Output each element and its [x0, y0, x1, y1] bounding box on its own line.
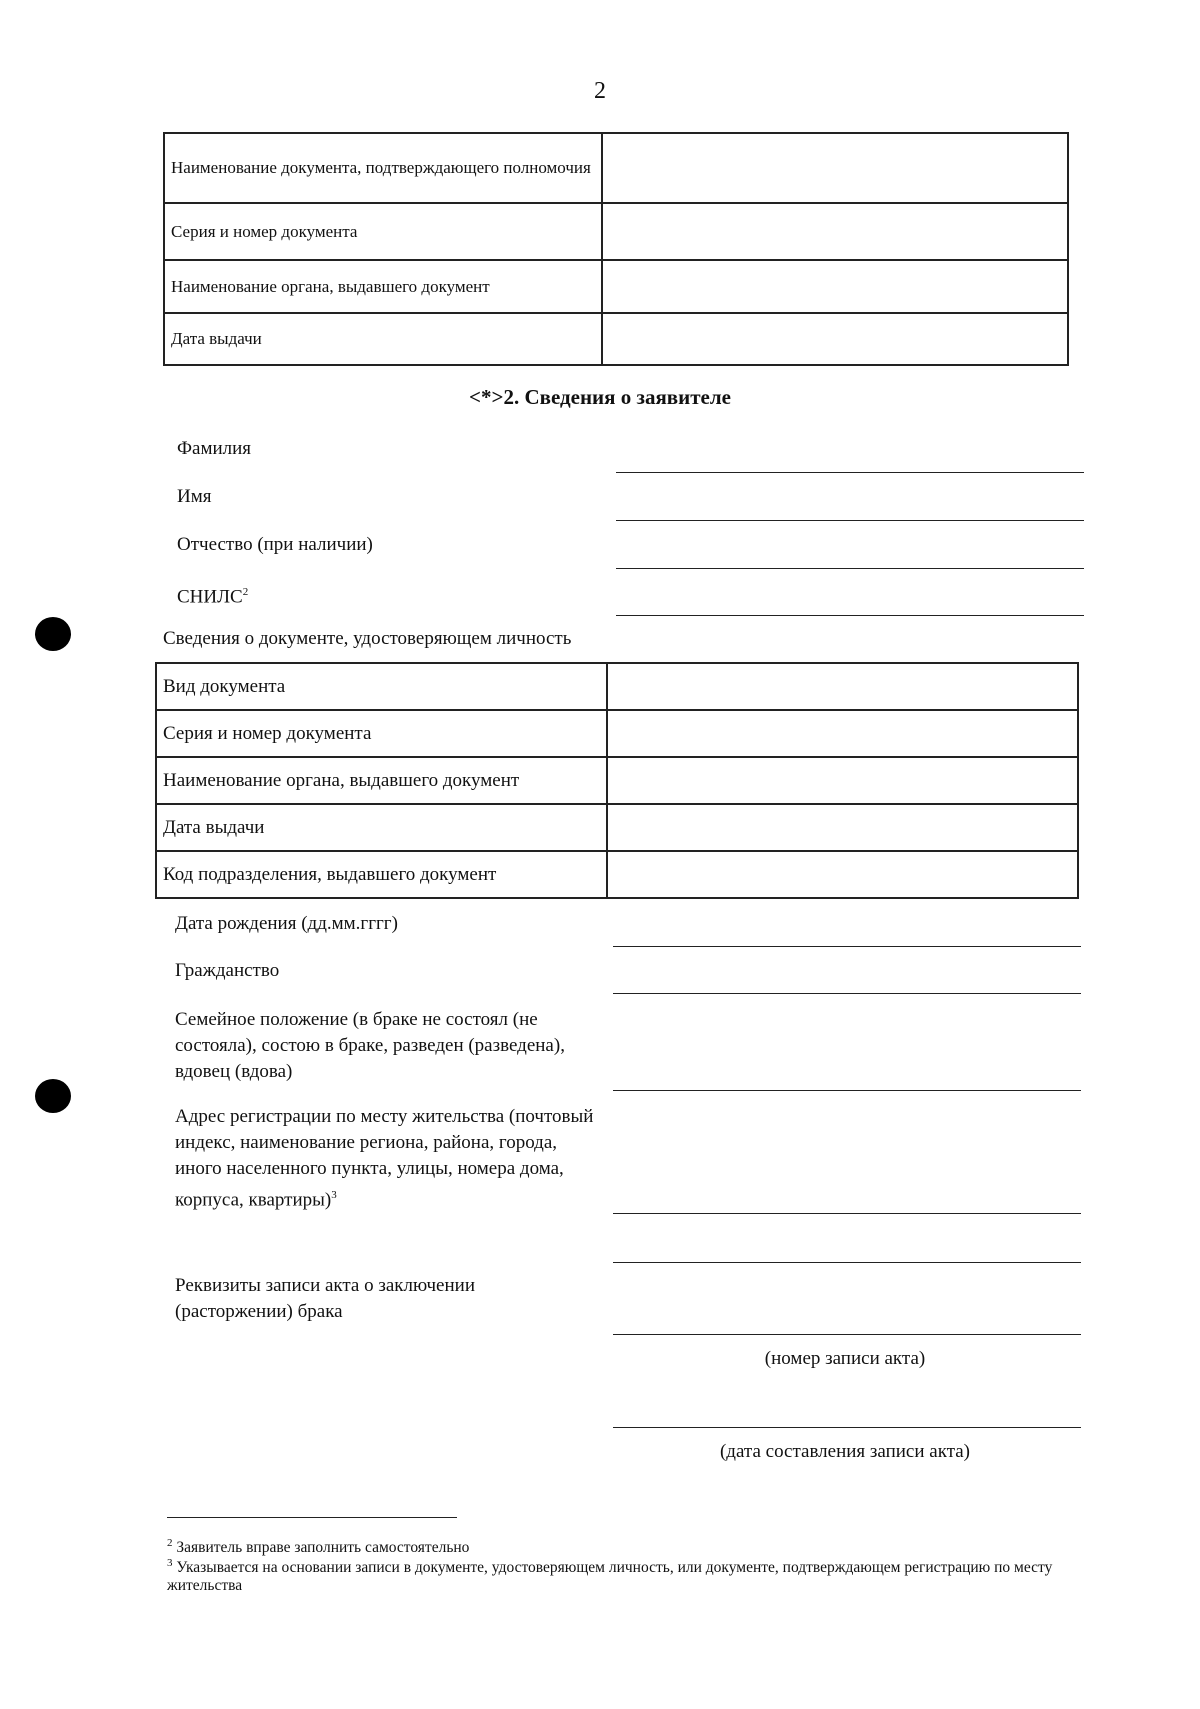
value-cell[interactable] — [602, 260, 1068, 313]
record-number-caption: (номер записи акта) — [764, 1348, 926, 1369]
value-cell[interactable] — [602, 133, 1068, 203]
footnote-mark: 3 — [167, 1557, 173, 1569]
row-label: Наименование органа, выдавшего документ — [156, 757, 607, 804]
birth-date-field[interactable] — [613, 946, 1081, 947]
value-cell[interactable] — [602, 313, 1068, 365]
footnote-text: Заявитель вправе заполнить самостоятельно — [176, 1539, 470, 1557]
footnote-3 — [167, 1554, 1097, 1595]
surname-label: Фамилия — [177, 438, 252, 459]
table-row — [156, 851, 1078, 898]
record-number-field[interactable] — [613, 1334, 1081, 1335]
row-label: Дата выдачи — [164, 313, 602, 365]
table-row — [164, 313, 1068, 365]
marital-status-label: Семейное положение (в браке не состоял (не состояла), состою в браке, разведен (разведена), вдовец (вдова) — [175, 1009, 565, 1082]
table-row — [164, 203, 1068, 260]
punch-hole — [35, 1079, 71, 1113]
snils-text: СНИЛС — [177, 586, 243, 608]
row-label: Вид документа — [156, 663, 607, 710]
record-date-caption: (дата составления записи акта) — [719, 1441, 970, 1462]
id-document-table — [155, 662, 1079, 899]
id-document-heading: Сведения о документе, удостоверяющем личность — [163, 628, 572, 649]
value-cell[interactable] — [607, 710, 1078, 757]
row-label: Серия и номер документа — [164, 203, 602, 260]
value-cell[interactable] — [607, 757, 1078, 804]
value-cell[interactable] — [607, 663, 1078, 710]
address-field-line-1[interactable] — [613, 1213, 1081, 1214]
snils-label — [177, 579, 248, 610]
citizenship-field[interactable] — [613, 993, 1081, 994]
table-row — [156, 804, 1078, 851]
footnote-separator — [167, 1517, 457, 1518]
marital-status-field[interactable] — [613, 1090, 1081, 1091]
table-row — [164, 133, 1068, 203]
value-cell[interactable] — [607, 804, 1078, 851]
patronymic-field[interactable] — [616, 568, 1084, 569]
authority-document-table — [163, 132, 1069, 366]
punch-hole — [35, 617, 71, 651]
row-label: Серия и номер документа — [156, 710, 607, 757]
name-field[interactable] — [616, 520, 1084, 521]
address-label — [175, 1104, 605, 1213]
snils-field[interactable] — [616, 615, 1084, 616]
row-label: Код подразделения, выдавшего документ — [156, 851, 607, 898]
surname-field[interactable] — [616, 472, 1084, 473]
table-row — [156, 663, 1078, 710]
table-row — [156, 757, 1078, 804]
page-number: 2 — [594, 78, 606, 104]
value-cell[interactable] — [607, 851, 1078, 898]
footnote-mark: 2 — [167, 1537, 173, 1549]
record-date-field[interactable] — [613, 1427, 1081, 1428]
address-text: Адрес регистрации по месту жительства (почтовый индекс, наименование региона, района, города, иного населенного пункта, улицы, номера дома, корпуса, квартиры) — [175, 1106, 594, 1211]
marriage-record-label: Реквизиты записи акта о заключении (расторжении) брака — [175, 1275, 475, 1322]
birth-date-label: Дата рождения (дд.мм.гггг) — [175, 913, 398, 934]
footnote-ref: 2 — [242, 586, 249, 598]
table-row — [156, 710, 1078, 757]
footnote-ref: 3 — [331, 1189, 337, 1201]
row-label: Дата выдачи — [156, 804, 607, 851]
address-field-line-2[interactable] — [613, 1262, 1081, 1263]
row-label: Наименование документа, подтверждающего полномочия — [164, 133, 602, 203]
patronymic-label: Отчество (при наличии) — [177, 534, 373, 555]
name-label: Имя — [177, 486, 212, 507]
value-cell[interactable] — [602, 203, 1068, 260]
section-heading: <*>2. Сведения о заявителе — [469, 385, 731, 409]
citizenship-label: Гражданство — [175, 960, 280, 981]
row-label: Наименование органа, выдавшего документ — [164, 260, 602, 313]
table-row — [164, 260, 1068, 313]
footnote-text: Указывается на основании записи в документе, удостоверяющем личность, или документе, подтверждающем регистрацию по месту жительства — [167, 1559, 1053, 1595]
